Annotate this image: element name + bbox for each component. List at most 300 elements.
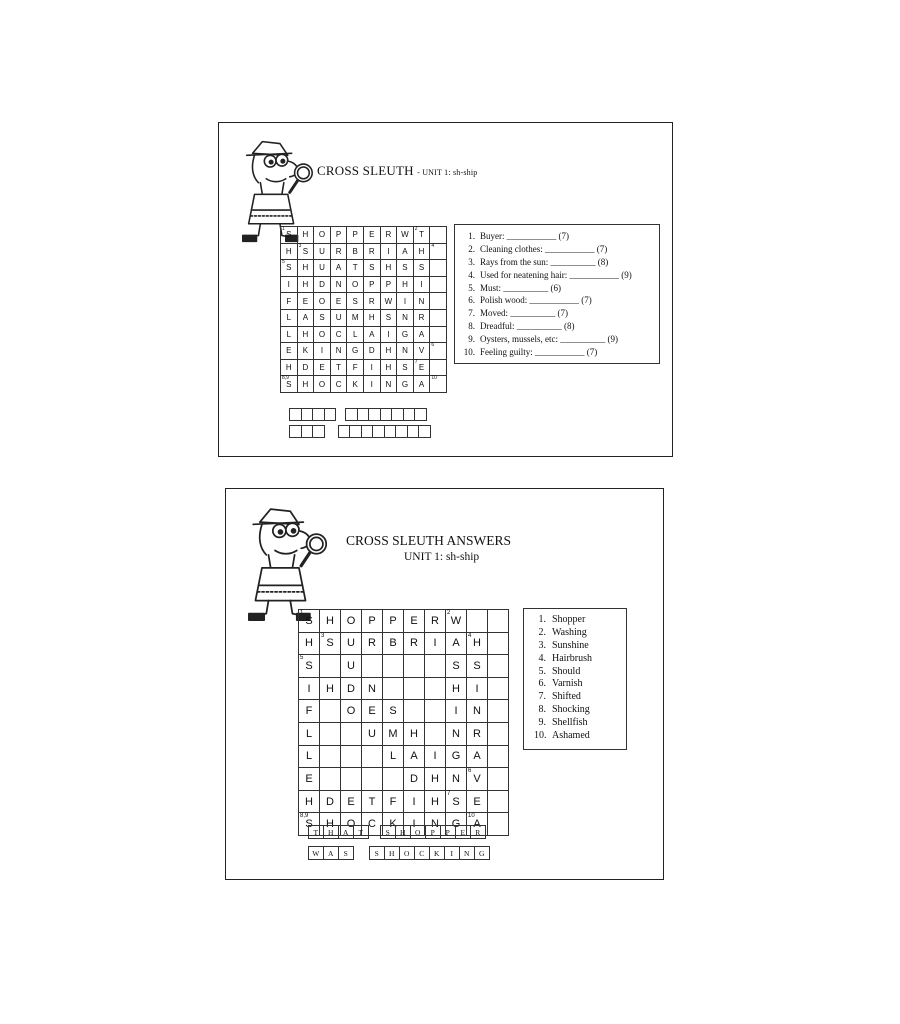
grid-letter: S [305,659,313,672]
grid-cell [298,293,315,310]
grid-clue-number: 1 [300,610,304,616]
grid-letter: R [368,296,375,306]
grid-letter: C [335,379,342,389]
grid-letter: H [326,682,334,695]
grid-letter: H [285,363,292,373]
message-letter: O [399,846,415,860]
grid-cell [341,655,362,678]
message-letter: R [470,825,486,839]
grid-cell [299,678,320,701]
grid-letter: R [431,614,439,627]
grid-letter: S [385,313,392,323]
grid-cell [383,655,404,678]
grid-cell [467,655,488,678]
grid-cell [281,343,298,360]
clue-number: 3. [468,256,475,267]
grid-cell [381,227,398,244]
grid-cell [299,610,320,633]
grid-letter: H [431,772,439,785]
grid-cell [383,700,404,723]
grid-cell [331,244,348,261]
grid-cell [425,791,446,814]
grid-letter: W [384,296,393,306]
grid-letter: E [347,795,355,808]
message-letter: I [444,846,460,860]
grid-letter: A [402,246,408,256]
grid-cell [404,633,425,656]
grid-letter: G [401,379,409,389]
grid-letter: N [452,727,460,740]
grid-cell [331,310,348,327]
grid-letter: I [433,637,437,650]
answer-text: Shocking [552,704,590,716]
grid-cell [298,260,315,277]
grid-cell [383,633,404,656]
grid-letter: A [418,329,425,339]
message-letter: H [384,846,400,860]
grid-clue-number: 6 [468,768,472,775]
grid-cell [414,244,431,261]
grid-cell [381,360,398,377]
answer-text: Shellfish [552,717,588,729]
grid-cell [381,277,398,294]
clue-item [461,307,659,320]
grid-cell [397,227,414,244]
clue-text: Dreadful: __________ (8) [480,321,575,332]
grid-cell [341,746,362,769]
grid-letter: H [368,313,375,323]
grid-letter: N [335,346,342,356]
grid-cell [362,700,383,723]
grid-letter: E [305,772,313,785]
message-letter: S [380,825,396,839]
message-letter: H [395,825,411,839]
grid-cell [397,376,414,393]
grid-cell [341,768,362,791]
grid-cell [314,376,331,393]
grid-cell [430,293,447,310]
grid-letter: E [335,296,342,306]
grid-cell [298,376,315,393]
grid-cell [320,768,341,791]
grid-cell [341,791,362,814]
message-word-box [345,408,426,421]
grid-clue-number: 4 [468,632,472,639]
grid-letter: N [368,682,376,695]
grid-letter: L [286,329,292,339]
grid-cell [425,723,446,746]
grid-cell [314,260,331,277]
grid-cell [320,700,341,723]
message-letter: K [429,846,445,860]
answer-text: Sunshine [552,639,589,651]
grid-cell [404,768,425,791]
grid-cell [298,227,315,244]
grid-letter: O [346,818,356,831]
answer-item [534,730,626,743]
grid-cell [430,227,447,244]
message-word-box [380,825,485,839]
grid-cell [281,376,298,393]
grid-cell [381,260,398,277]
grid-clue-number: 4 [431,242,435,249]
grid-cell [397,327,414,344]
grid-letter: S [389,705,397,718]
grid-cell [488,655,509,678]
answer-text: Should [552,665,581,677]
message-word-box [308,825,368,839]
grid-cell [414,260,431,277]
grid-letter: H [302,379,309,389]
message-letter: S [369,846,385,860]
clue-text: Used for neatening hair: ___________ (9) [480,269,632,280]
grid-letter: O [346,705,356,718]
grid-cell [383,746,404,769]
grid-letter: P [352,230,358,240]
clue-number: 7. [468,308,475,319]
grid-cell [397,343,414,360]
grid-letter: I [454,705,458,718]
grid-letter: R [473,727,481,740]
grid-cell [364,293,381,310]
answer-number: 6. [538,678,546,690]
grid-letter: D [319,280,325,290]
grid-letter: I [412,795,416,808]
grid-cell [314,293,331,310]
grid-letter: G [451,750,461,763]
grid-letter: N [418,296,425,306]
puzzle-title [317,163,478,179]
grid-letter: I [433,750,437,763]
grid-cell [383,610,404,633]
grid-cell [383,768,404,791]
grid-letter: A [473,818,481,831]
grid-cell [347,227,364,244]
grid-cell [397,310,414,327]
grid-letter: H [302,329,309,339]
grid-letter: W [401,230,409,240]
grid-letter: S [418,263,425,273]
grid-cell [331,360,348,377]
grid-letter: N [452,772,460,785]
clue-number: 4. [468,269,475,280]
clue-item [461,230,659,243]
grid-cell [381,327,398,344]
grid-cell [404,791,425,814]
grid-cell [467,791,488,814]
answer-number: 1. [538,614,546,625]
grid-clue-number: 3 [321,632,325,639]
grid-cell [320,791,341,814]
grid-letter: R [368,246,375,256]
grid-letter: C [368,818,376,831]
puzzle-card [218,122,673,457]
grid-cell [430,277,447,294]
grid-clue-number: 6 [431,342,435,349]
message-cell [324,408,337,421]
grid-cell [430,343,447,360]
grid-clue-number: 8,9 [282,375,289,382]
grid-letter: P [389,614,397,627]
grid-letter: E [418,363,425,373]
grid-letter: R [418,313,425,323]
grid-letter: K [302,346,309,356]
grid-cell [364,227,381,244]
grid-cell [414,277,431,294]
grid-cell [381,310,398,327]
grid-letter: E [473,795,481,808]
clue-text: Oysters, mussels, etc: __________ (9) [480,334,618,345]
grid-letter: S [286,230,292,240]
grid-letter: F [305,705,313,718]
grid-letter: L [305,750,313,763]
grid-cell [430,310,447,327]
grid-letter: D [368,346,375,356]
answers-title: CROSS SLEUTH ANSWERS [346,533,512,548]
grid-letter: M [388,727,398,740]
grid-cell [364,260,381,277]
grid-cell [341,610,362,633]
grid-cell [298,327,315,344]
message-letter: W [308,846,324,860]
grid-letter: R [410,637,418,650]
grid-letter: G [401,329,409,339]
grid-letter: I [370,363,373,373]
grid-cell [298,277,315,294]
grid-letter: D [347,682,355,695]
grid-letter: B [352,246,358,256]
answer-item [534,640,626,653]
grid-letter: O [318,296,326,306]
grid-cell [446,700,467,723]
clue-number: 10. [463,347,475,358]
grid-letter: R [335,246,342,256]
grid-cell [488,700,509,723]
grid-letter: S [286,263,292,273]
grid-letter: I [387,246,390,256]
answer-item [534,627,626,640]
grid-letter: R [385,230,392,240]
grid-cell [347,293,364,310]
grid-cell [425,633,446,656]
grid-cell [281,244,298,261]
message-cell [414,408,427,421]
clue-number: 6. [468,295,475,306]
grid-letter: I [420,280,423,290]
grid-letter: I [287,280,290,290]
clue-item [461,320,659,333]
clue-item [461,294,659,307]
detective-illustration [238,499,336,627]
grid-cell [362,768,383,791]
message-row [308,825,485,839]
clue-number: 8. [468,321,475,332]
message-row [308,846,489,860]
grid-letter: U [319,263,325,273]
grid-letter: O [318,329,326,339]
grid-cell [425,655,446,678]
answer-item [534,704,626,717]
grid-cell [362,723,383,746]
grid-clue-number: 5 [300,655,304,662]
grid-clue-number: 2 [447,610,451,616]
clue-items [461,230,659,359]
message-cell [312,425,325,438]
grid-cell [299,746,320,769]
grid-letter: V [473,772,481,785]
message-letter: P [440,825,456,839]
grid-cell [397,360,414,377]
grid-letter: I [320,346,324,356]
grid-letter: D [302,363,309,373]
grid-letter: S [305,818,313,831]
grid-letter: E [302,296,309,306]
grid-cell [414,376,431,393]
answer-item [534,614,626,627]
puzzle-title-main: CROSS SLEUTH [317,163,414,178]
grid-letter: H [302,263,309,273]
grid-cell [341,678,362,701]
grid-letter: H [326,614,334,627]
grid-cell [331,343,348,360]
grid-letter: P [335,230,342,240]
grid-cell [414,310,431,327]
grid-letter: A [369,329,375,339]
answer-number: 8. [538,704,546,716]
grid-letter: N [402,346,408,356]
grid-letter: C [335,329,342,339]
grid-letter: K [352,379,358,389]
grid-cell [362,633,383,656]
grid-cell [298,343,315,360]
grid-cell [381,293,398,310]
grid-letter: N [385,379,392,389]
grid-letter: M [351,313,359,323]
grid-cell [364,277,381,294]
grid-letter: O [318,379,326,389]
grid-cell [425,610,446,633]
grid-letter: E [319,363,325,373]
grid-letter: A [452,637,460,650]
grid-letter: B [389,637,397,650]
grid-letter: I [412,818,416,831]
message-letter: S [338,846,354,860]
grid-letter: L [305,727,313,740]
grid-letter: P [368,614,376,627]
grid-clue-number: 10 [431,375,437,382]
clue-text: Moved: __________ (7) [480,308,568,319]
answer-number: 2. [538,626,546,638]
grid-letter: U [335,313,342,323]
grid-letter: I [307,682,311,695]
grid-cell [430,360,447,377]
answer-number: 7. [538,691,546,703]
grid-letter: P [369,280,375,290]
grid-cell [347,376,364,393]
grid-letter: H [302,230,309,240]
grid-clue-number: 7 [414,358,418,365]
grid-letter: G [352,346,359,356]
grid-letter: S [305,614,313,627]
grid-cell [320,678,341,701]
grid-clue-number: 10 [468,813,475,820]
grid-cell [488,723,509,746]
message-row-2-blank [289,425,430,438]
clue-item [461,346,659,359]
grid-cell [430,260,447,277]
grid-cell [331,376,348,393]
grid-cell [320,633,341,656]
message-letter: T [308,825,324,839]
answers-card [225,488,664,880]
grid-letter: U [347,637,355,650]
message-row-1-blank [289,408,426,421]
grid-cell [488,746,509,769]
grid-letter: E [369,230,375,240]
answer-item [534,666,626,679]
message-cell [418,425,431,438]
grid-cell [467,700,488,723]
clue-item [461,243,659,256]
grid-letter: S [452,795,460,808]
grid-cell [299,768,320,791]
message-word-box [369,846,489,860]
grid-cell [397,244,414,261]
grid-letter: I [475,682,479,695]
grid-letter: U [319,246,325,256]
clue-text: Polish wood: ___________ (7) [480,295,592,306]
grid-cell [362,610,383,633]
grid-letter: O [346,614,356,627]
grid-letter: O [352,280,359,290]
grid-cell [467,768,488,791]
grid-cell [488,791,509,814]
grid-cell [281,260,298,277]
grid-cell [281,327,298,344]
grid-cell [446,655,467,678]
grid-cell [314,227,331,244]
grid-cell [446,633,467,656]
grid-cell [467,723,488,746]
grid-cell [299,723,320,746]
grid-letter: S [286,379,292,389]
grid-cell [430,376,447,393]
answer-items [534,614,626,743]
grid-letter: T [368,795,376,808]
answer-number: 9. [538,717,546,729]
grid-letter: A [418,379,425,389]
clue-text: Feeling guilty: ___________ (7) [480,347,598,358]
clue-number: 2. [468,243,475,254]
grid-cell [383,678,404,701]
grid-cell [446,610,467,633]
grid-cell [397,260,414,277]
grid-cell [404,700,425,723]
grid-cell [347,343,364,360]
grid-cell [404,723,425,746]
grid-letter: V [418,346,425,356]
grid-cell [331,227,348,244]
word-search-grid [280,226,447,393]
grid-cell [347,310,364,327]
grid-cell [331,260,348,277]
grid-cell [446,791,467,814]
grid-cell [320,655,341,678]
grid-cell [362,746,383,769]
grid-cell [299,633,320,656]
grid-cell [397,277,414,294]
message-letter: N [459,846,475,860]
